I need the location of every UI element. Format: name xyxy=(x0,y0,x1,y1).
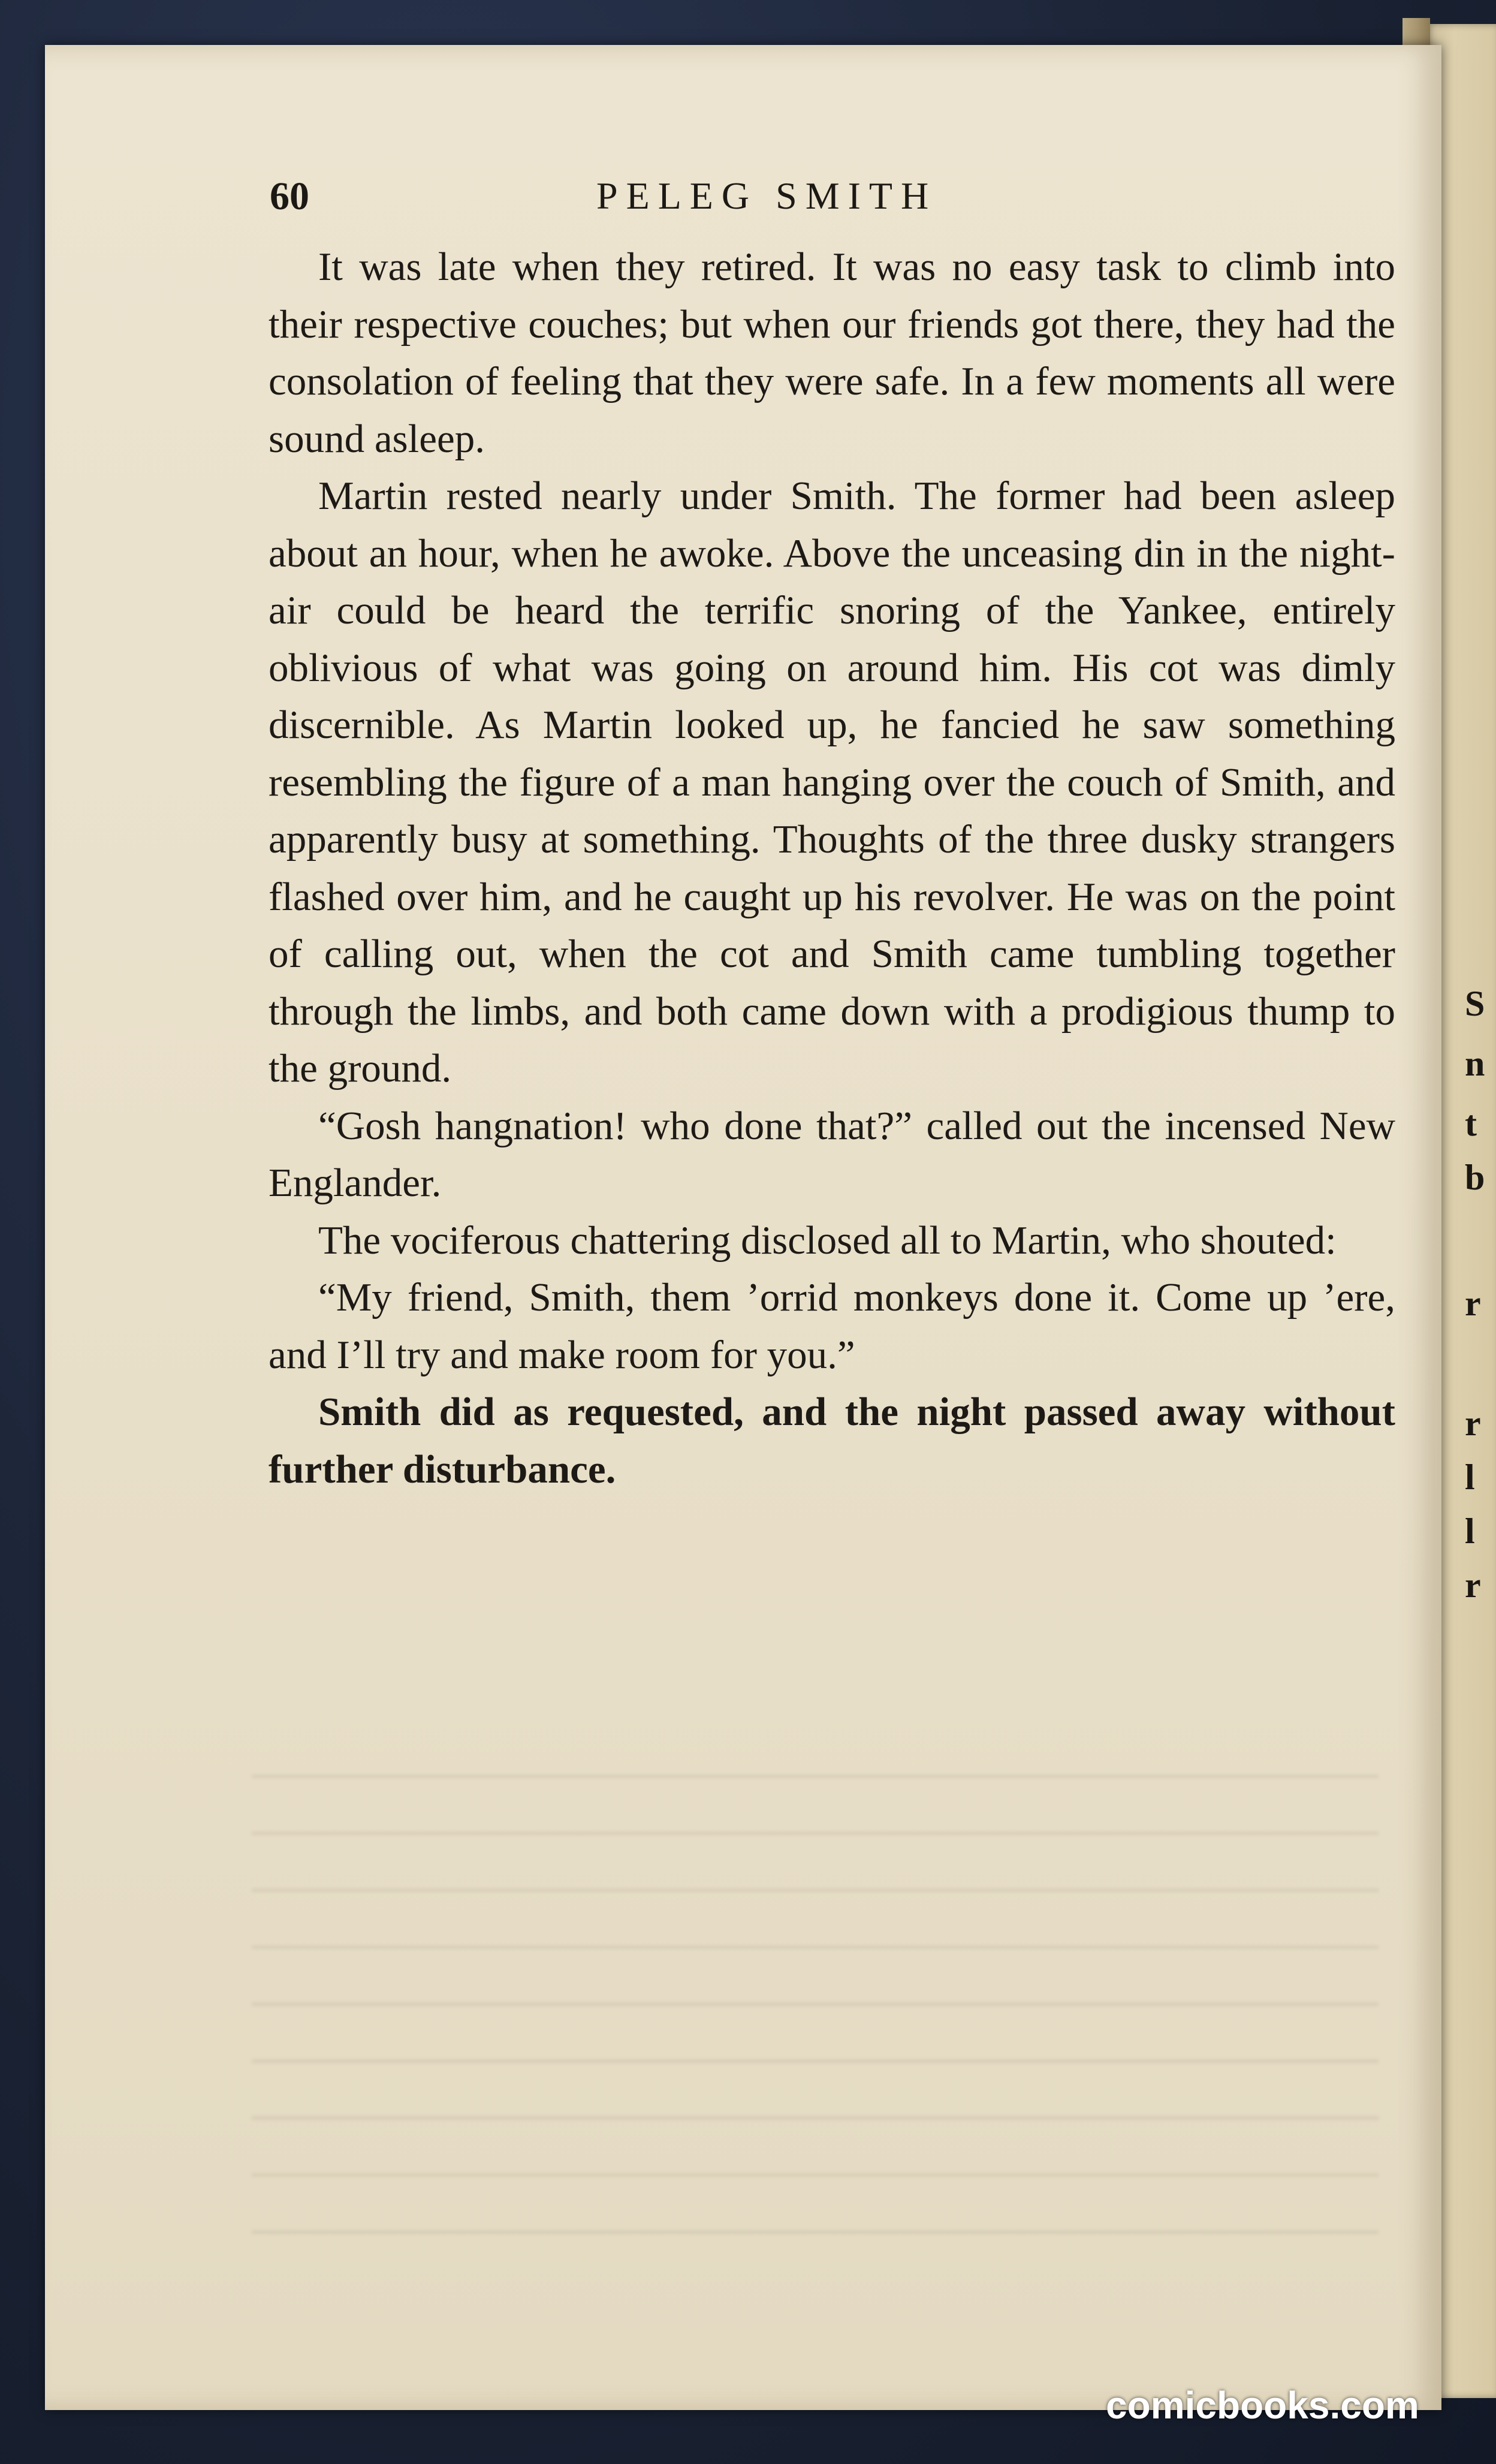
paragraph: It was late when they retired. It was no easy task to climb into their respective couches; but when our friends got there, they had the consolation of feeling that they were safe. In a few moments all were sound asleep. xyxy=(269,245,1395,461)
page-body xyxy=(269,239,1395,1498)
adjacent-page-letter: n xyxy=(1465,1044,1485,1083)
adjacent-page-letter: l xyxy=(1465,1511,1475,1551)
page-header xyxy=(225,174,1411,234)
adjacent-page-letter: r xyxy=(1465,1565,1481,1605)
paragraph: “My friend, Smith, them ’orrid monkeys done it. Come up ’ere, and I’ll try and make room for you.” xyxy=(269,1275,1395,1377)
running-head: PELEG SMITH xyxy=(596,174,937,217)
adjacent-page-letter: b xyxy=(1465,1158,1485,1197)
adjacent-page-letter: t xyxy=(1465,1104,1477,1143)
page-number: 60 xyxy=(270,174,309,218)
adjacent-page-letter: S xyxy=(1465,984,1485,1023)
paragraph: The vociferous chattering disclosed all to Martin, who shouted: xyxy=(318,1218,1337,1263)
paragraph: Martin rested nearly under Smith. The former had been asleep about an hour, when he awoke. Above the unceasing din in the night-air could be heard the terrific snoring of the Yankee, entirely oblivious of what was going on around him. His cot was dimly discernible. As Martin looked up, he fancied he saw something resembling the figure of a man hanging over the couch of Smith, and apparently busy at something. Thoughts of the three dusky strangers flashed over him, and he caught up his revolver. He was on the point of calling out, when the cot and Smith came tumbling together through the limbs, and both came down with a prodigious thump to the ground. xyxy=(269,474,1395,1091)
adjacent-page-letter: l xyxy=(1465,1457,1475,1497)
show-through-text xyxy=(252,1739,1379,2278)
adjacent-page-letter: r xyxy=(1465,1284,1481,1323)
watermark: comicbooks.com xyxy=(1106,2384,1419,2427)
adjacent-page-letter: r xyxy=(1465,1403,1481,1443)
paragraph: “Gosh hangnation! who done that?” called out the incensed New Englander. xyxy=(269,1103,1395,1205)
paragraph: Smith did as requested, and the night passed away without further disturbance. xyxy=(269,1390,1395,1492)
